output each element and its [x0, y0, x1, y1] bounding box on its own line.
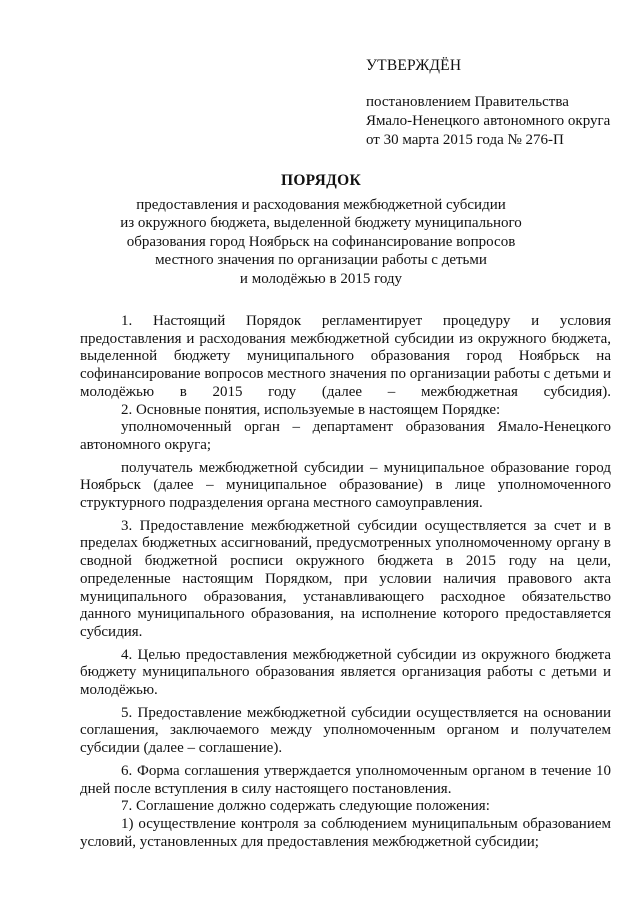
paragraph-7: 7. Соглашение должно содержать следующие положения: — [121, 798, 490, 815]
paragraph-4: 4. Целью предоставления межбюджетной субсидии из окружного бюджета бюджету муниципального образования является организация работы с детьми и молодёжью. — [80, 646, 611, 699]
paragraph-definition-authority: уполномоченный орган – департамент образования Ямало-Ненецкого автономного округа; — [80, 419, 611, 453]
document-subtitle-line: местного значения по организации работы с детьми — [155, 252, 487, 268]
document-title: ПОРЯДОК — [280, 172, 362, 189]
document-body — [80, 313, 611, 851]
paragraph-2: 2. Основные понятия, используемые в настоящем Порядке: — [121, 401, 501, 418]
document-heading — [80, 172, 562, 288]
approval-stamp — [366, 56, 636, 150]
paragraph-7-item-1: 1) осуществление контроля за соблюдением муниципальным образованием условий, установленных для предоставления межбюджетной субсидии; — [80, 815, 611, 850]
paragraph-6: 6. Форма соглашения утверждается уполномоченным органом в течение 10 дней после вступления в силу настоящего постановления. — [80, 762, 611, 797]
approval-line-3: от 30 марта 2015 года № 276-П — [366, 132, 564, 148]
approval-line-1: постановлением Правительства — [366, 94, 569, 110]
paragraph-5: 5. Предоставление межбюджетной субсидии осуществляется на основании соглашения, заключаемого между уполномоченным органом и получателем субсидии (далее – соглашение). — [80, 704, 611, 757]
paragraph-3: 3. Предоставление межбюджетной субсидии осуществляется за счет и в пределах бюджетных ассигнований, предусмотренных уполномоченному органу в сводной бюджетной росписи окружного бюджета в 2015 году на цели, определенные настоящим Порядком, при условии наличия правового акта муниципального образования, устанавливающего расходное обязательство данного муниципального образования, на исполнение которого предоставляется субсидия. — [80, 517, 611, 640]
document-subtitle-line: предоставления и расходования межбюджетной субсидии — [136, 196, 506, 213]
paragraph-definition-recipient: получатель межбюджетной субсидии – муниципальное образование город Ноябрьск (далее – муниципальное образование) в лице уполномоченного структурного подразделения органа местного самоуправления. — [80, 459, 611, 512]
document-subtitle-line: образования город Ноябрьск на софинансирование вопросов — [126, 233, 516, 250]
document-subtitle-line: из окружного бюджета, выделенной бюджету муниципального — [120, 215, 522, 231]
document-subtitle-line: и молодёжью в 2015 году — [239, 270, 403, 287]
approved-label: УТВЕРЖДЁН — [366, 57, 462, 74]
paragraph-1: 1. Настоящий Порядок регламентирует процедуру и условия предоставления и расходования межбюджетной субсидии из окружного бюджета, выделенной бюджету муниципального образования город Ноябрьск на софинансирование вопросов местного значения по организации работы с детьми и молодёжью в 2015 году (далее – межбюджетная субсидия). — [80, 313, 611, 400]
approval-line-2: Ямало-Ненецкого автономного округа — [366, 113, 611, 129]
